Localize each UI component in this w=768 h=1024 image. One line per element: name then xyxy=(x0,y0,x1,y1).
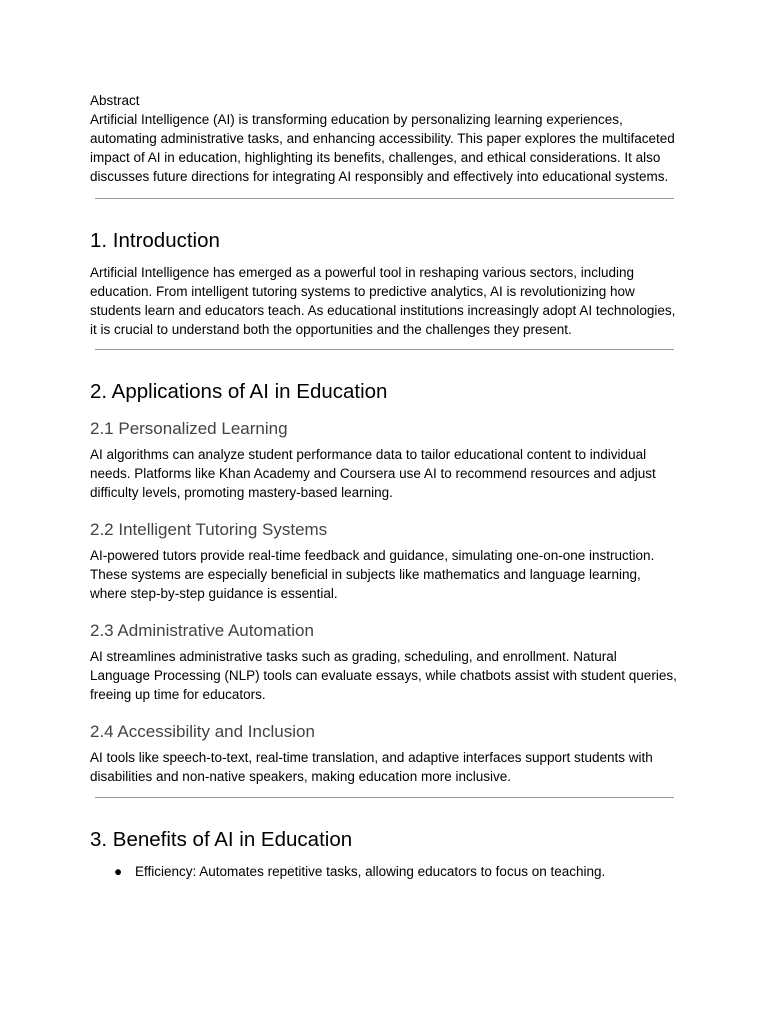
introduction-heading: 1. Introduction xyxy=(90,229,220,252)
benefits-list xyxy=(90,862,680,881)
list-item-text: Efficiency: Automates repetitive tasks, allowing educators to focus on teaching. xyxy=(135,864,606,879)
applications-heading: 2. Applications of AI in Education xyxy=(90,380,388,403)
document-page xyxy=(90,91,680,881)
bullet-icon: ● xyxy=(114,864,123,879)
abstract-text: Artificial Intelligence (AI) is transforming education by personalizing learning experiences, automating administrative tasks, and enhancing accessibility. This paper explores the multifaceted impact of AI in education, highlighting its benefits, challenges, and ethical considerations. It also discusses future directions for integrating AI responsibly and effectively into educational systems. xyxy=(90,112,675,184)
subsection-text-personalized-learning: AI algorithms can analyze student performance data to tailor educational content to individual needs. Platforms like Khan Academy and Coursera use AI to recommend resources and adjust difficulty levels, promoting mastery-based learning. xyxy=(90,447,656,500)
subsection-heading-personalized-learning: 2.1 Personalized Learning xyxy=(90,419,288,438)
subsection-heading-intelligent-tutoring: 2.2 Intelligent Tutoring Systems xyxy=(90,520,328,539)
subsection-text-intelligent-tutoring: AI-powered tutors provide real-time feedback and guidance, simulating one-on-one instruction. These systems are especially beneficial in subjects like mathematics and language learning, where step-by-step guidance is essential. xyxy=(90,548,655,601)
benefits-heading: 3. Benefits of AI in Education xyxy=(90,828,353,851)
subsection-text-accessibility-inclusion: AI tools like speech-to-text, real-time translation, and adaptive interfaces support students with disabilities and non-native speakers, making education more inclusive. xyxy=(90,750,653,784)
subsection-heading-accessibility-inclusion: 2.4 Accessibility and Inclusion xyxy=(90,722,315,741)
introduction-text: Artificial Intelligence has emerged as a powerful tool in reshaping various sectors, including education. From intelligent tutoring systems to predictive analytics, AI is revolutionizing how students learn and educators teach. As educational institutions increasingly adopt AI technologies, it is crucial to understand both the opportunities and the challenges they present. xyxy=(90,265,676,337)
subsection-text-administrative-automation: AI streamlines administrative tasks such as grading, scheduling, and enrollment. Natural Language Processing (NLP) tools can evaluate essays, while chatbots assist with student queries, freeing up time for educators. xyxy=(90,649,677,702)
list-item xyxy=(90,862,680,881)
subsection-heading-administrative-automation: 2.3 Administrative Automation xyxy=(90,621,314,640)
abstract-label: Abstract xyxy=(90,93,140,108)
